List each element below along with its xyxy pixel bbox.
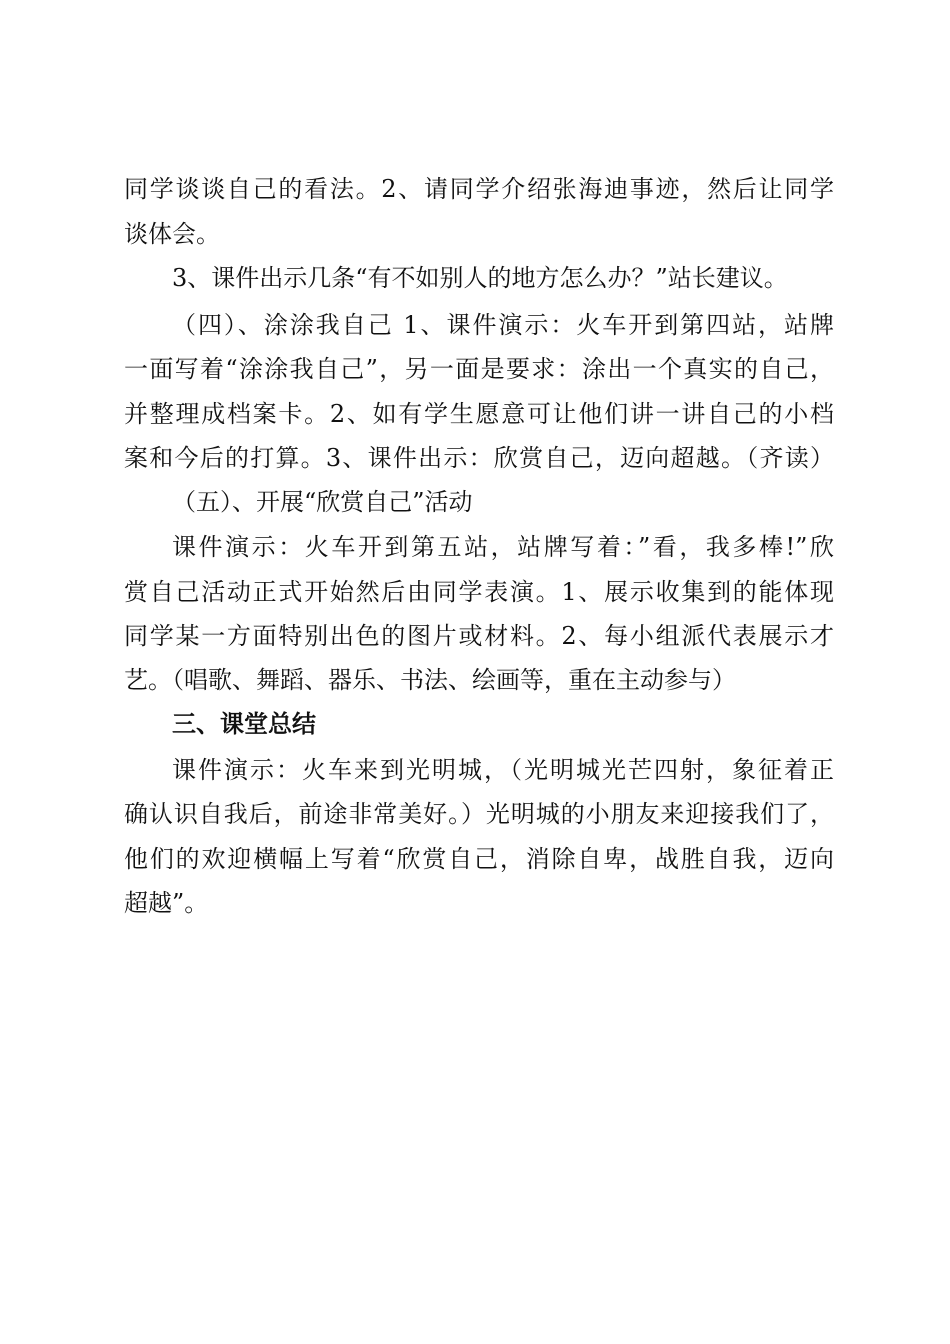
paragraph-line: 确认识自我后，前途非常美好。）光明城的小朋友来迎接我们了，: [124, 800, 834, 828]
paragraph-line: 同学某一方面特别出色的图片或材料。2、每小组派代表展示才: [124, 622, 834, 650]
section-heading-line: （五）、开展“欣赏自己”活动: [172, 488, 473, 516]
paragraph-line: 谈体会。: [124, 220, 220, 248]
section-heading: 三、课堂总结: [172, 709, 316, 738]
paragraph-line: 课件演示：火车开到第五站，站牌写着：”看，我多棒!”欣: [172, 533, 834, 561]
paragraph-line: 赏自己活动正式开始然后由同学表演。1、展示收集到的能体现: [124, 578, 834, 606]
section-heading-line: （四）、涂涂我自己 1、课件演示：火车开到第四站，站牌: [172, 311, 834, 339]
paragraph-line: 3、课件出示几条“有不如别人的地方怎么办？”站长建议。: [172, 264, 788, 292]
paragraph-line: 课件演示：火车来到光明城，（光明城光芒四射，象征着正: [172, 756, 834, 784]
paragraph-line: 一面写着“涂涂我自己”，另一面是要求：涂出一个真实的自己，: [124, 355, 834, 383]
paragraph-line: 案和今后的打算。3、课件出示：欣赏自己，迈向超越。（齐读）: [124, 444, 834, 472]
paragraph-line: 并整理成档案卡。2、如有学生愿意可让他们讲一讲自己的小档: [124, 400, 834, 428]
paragraph-line: 艺。（唱歌、舞蹈、器乐、书法、绘画等，重在主动参与）: [124, 666, 736, 694]
paragraph-line: 超越”。: [124, 889, 209, 917]
paragraph-line: 他们的欢迎横幅上写着“欣赏自己，消除自卑，战胜自我，迈向: [124, 845, 834, 873]
paragraph-line: 同学谈谈自己的看法。2、请同学介绍张海迪事迹，然后让同学: [124, 175, 834, 203]
